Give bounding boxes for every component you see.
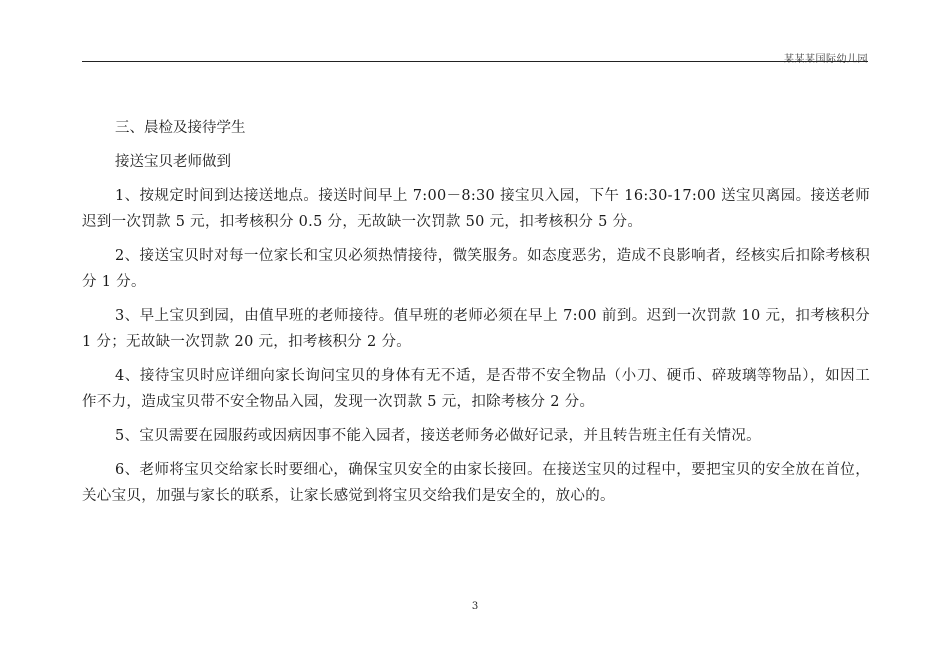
rule-item-2: 2、接送宝贝时对每一位家长和宝贝必须热情接待，微笑服务。如态度恶劣，造成不良影响者，经核实后扣除考核积分 1 分。 xyxy=(82,248,870,290)
rule-item-6: 6、老师将宝贝交给家长时要细心，确保宝贝安全的由家长接回。在接送宝贝的过程中，要把宝贝的安全放在首位，关心宝贝，加强与家长的联系，让家长感觉到将宝贝交给我们是安全的，放心的。 xyxy=(82,462,870,504)
rule-item-5: 5、宝贝需要在园服药或因病因事不能入园者，接送老师务必做好记录，并且转告班主任有关情况。 xyxy=(115,428,761,444)
section-subheading: 接送宝贝老师做到 xyxy=(115,154,231,170)
header-org-name: 某某某国际幼儿园 xyxy=(784,54,868,65)
rule-item-3: 3、早上宝贝到园，由值早班的老师接待。值早班的老师必须在早上 7:00 前到。迟到一次罚款 10 元，扣考核积分 1 分；无故缺一次罚款 20 元，扣考核积分 2 分。 xyxy=(82,308,870,350)
section-heading: 三、晨检及接待学生 xyxy=(115,120,246,136)
rule-item-4: 4、接待宝贝时应详细向家长询问宝贝的身体有无不适，是否带不安全物品（小刀、硬币、碎玻璃等物品），如因工作不力，造成宝贝带不安全物品入园，发现一次罚款 5 元，扣除考核分 2 分。 xyxy=(82,368,870,410)
rule-item-1: 1、按规定时间到达接送地点。接送时间早上 7:00－8:30 接宝贝入园，下午 16:30-17:00 送宝贝离园。接送老师迟到一次罚款 5 元，扣考核积分 0.5 分，无故缺一次罚款 50 元，扣考核积分 5 分。 xyxy=(82,188,870,230)
document-body xyxy=(82,115,870,517)
header-divider xyxy=(82,61,868,62)
page-number: 3 xyxy=(471,601,479,612)
